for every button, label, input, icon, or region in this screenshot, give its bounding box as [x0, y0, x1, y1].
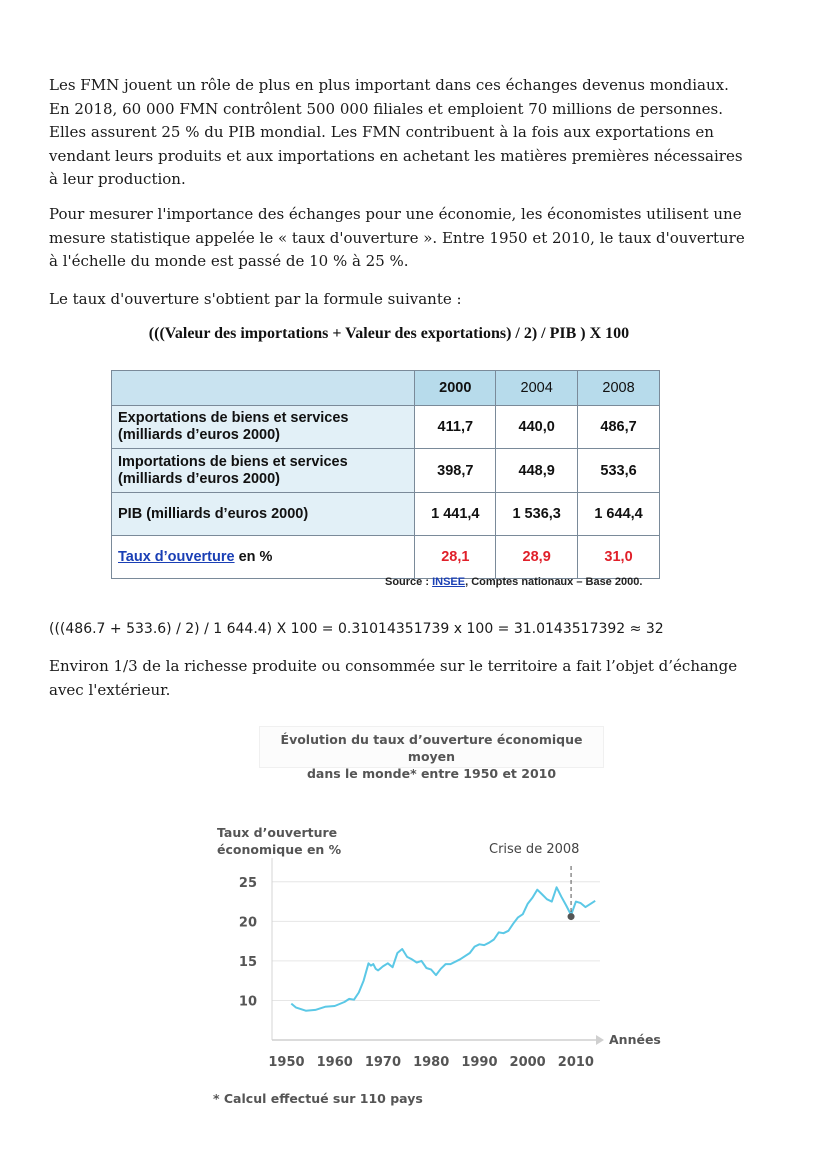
- y-tick-label: 20: [238, 915, 257, 931]
- source-suffix: , Comptes nationaux – Base 2000.: [465, 576, 643, 588]
- crisis-point: [568, 913, 575, 920]
- series-line: [291, 887, 595, 1010]
- y-tick-label: 25: [238, 875, 257, 891]
- table-cell: 448,9: [496, 449, 578, 493]
- table-header-year: 2004: [496, 371, 578, 406]
- table-cell: 533,6: [578, 449, 660, 493]
- chart-footnote: * Calcul effectué sur 110 pays: [213, 1091, 423, 1106]
- openness-rate-link[interactable]: Taux d’ouverture: [118, 548, 235, 565]
- x-axis-arrow-icon: [596, 1035, 604, 1045]
- rate-unit-suffix: en %: [234, 548, 273, 565]
- table-cell-rate: 28,1: [415, 536, 496, 579]
- table-row-label: PIB (milliards d’euros 2000): [112, 493, 415, 536]
- table-cell-rate: 28,9: [496, 536, 578, 579]
- table-cell: 1 644,4: [578, 493, 660, 536]
- chart-gridlines: [272, 882, 600, 1001]
- table-header-year: 2000: [415, 371, 496, 406]
- table-cell: 1 536,3: [496, 493, 578, 536]
- y-tick-label: 15: [238, 954, 257, 970]
- table-cell-rate: 31,0: [578, 536, 660, 579]
- x-tick-label: 1990: [461, 1055, 498, 1070]
- chart-x-axis-label: Années: [609, 1032, 661, 1047]
- y-tick-label: 10: [238, 994, 257, 1010]
- row-label-line2: (milliards d’euros 2000): [118, 470, 280, 487]
- calculation-line: (((486.7 + 533.6) / 2) / 1 644.4) X 100 = 0.31014351739 x 100 = 31.0143517392 ≈ 32: [49, 621, 664, 637]
- chart-title-line2: dans le monde* entre 1950 et 2010: [306, 766, 557, 781]
- x-tick-label: 2010: [557, 1055, 594, 1070]
- x-tick-label: 1980: [413, 1055, 450, 1070]
- paragraph-fmn: Les FMN jouent un rôle de plus en plus important dans ces échanges devenus mondiaux. En 2018, 60 000 FMN contrôlent 500 000 filiales et emploient 70 millions de personnes. Elles assurent 25 % du PIB mondial. Les FMN contribuent à la fois aux exportations en vendant leurs produits et aux importations en achetant les matières premières nécessaires à leur production.: [49, 76, 743, 188]
- chart-series: [291, 866, 595, 1011]
- x-tick-label: 2000: [509, 1055, 546, 1070]
- row-label-line1: Exportations de biens et services: [118, 410, 349, 426]
- paragraph-formula-intro: Le taux d'ouverture s'obtient par la formule suivante :: [49, 290, 462, 308]
- row-label-line2: (milliards d’euros 2000): [118, 427, 280, 443]
- y-axis-label-line1: Taux d’ouverture: [217, 825, 338, 840]
- chart-title-line1: Évolution du taux d’ouverture économique moyen: [280, 732, 583, 764]
- paragraph-measure: Pour mesurer l'importance des échanges pour une économie, les économistes utilisent une mesure statistique appelée le « taux d'ouverture ». Entre 1950 et 2010, le taux d'ouverture à l'échelle du monde est passé de 10 % à 25 %.: [49, 205, 745, 270]
- table-cell: 486,7: [578, 406, 660, 449]
- table-cell: 1 441,4: [415, 493, 496, 536]
- chart-y-ticks: [239, 876, 257, 1010]
- paragraph-conclusion: Environ 1/3 de la richesse produite ou consommée sur le territoire a fait l’objet d’échange avec l'extérieur.: [49, 657, 738, 699]
- x-tick-label: 1970: [364, 1055, 402, 1070]
- table-cell: 411,7: [415, 406, 496, 449]
- source-link-insee[interactable]: INSEE: [432, 576, 466, 588]
- y-axis-label-line2: économique en %: [217, 842, 342, 857]
- source-prefix: Source :: [385, 576, 433, 588]
- chart-annotation-crisis: Crise de 2008: [489, 842, 580, 857]
- table-cell: 398,7: [415, 449, 496, 493]
- x-tick-label: 1950: [268, 1055, 305, 1070]
- x-tick-label: 1960: [316, 1055, 353, 1070]
- formula-heading: (((Valeur des importations + Valeur des exportations) / 2) / PIB ) X 100: [148, 325, 630, 342]
- chart-x-ticks: [268, 1055, 594, 1070]
- table-cell: 440,0: [496, 406, 578, 449]
- chart-axes: [272, 858, 604, 1045]
- table-header-year: 2008: [578, 371, 660, 406]
- row-label-line1: Importations de biens et services: [118, 453, 348, 470]
